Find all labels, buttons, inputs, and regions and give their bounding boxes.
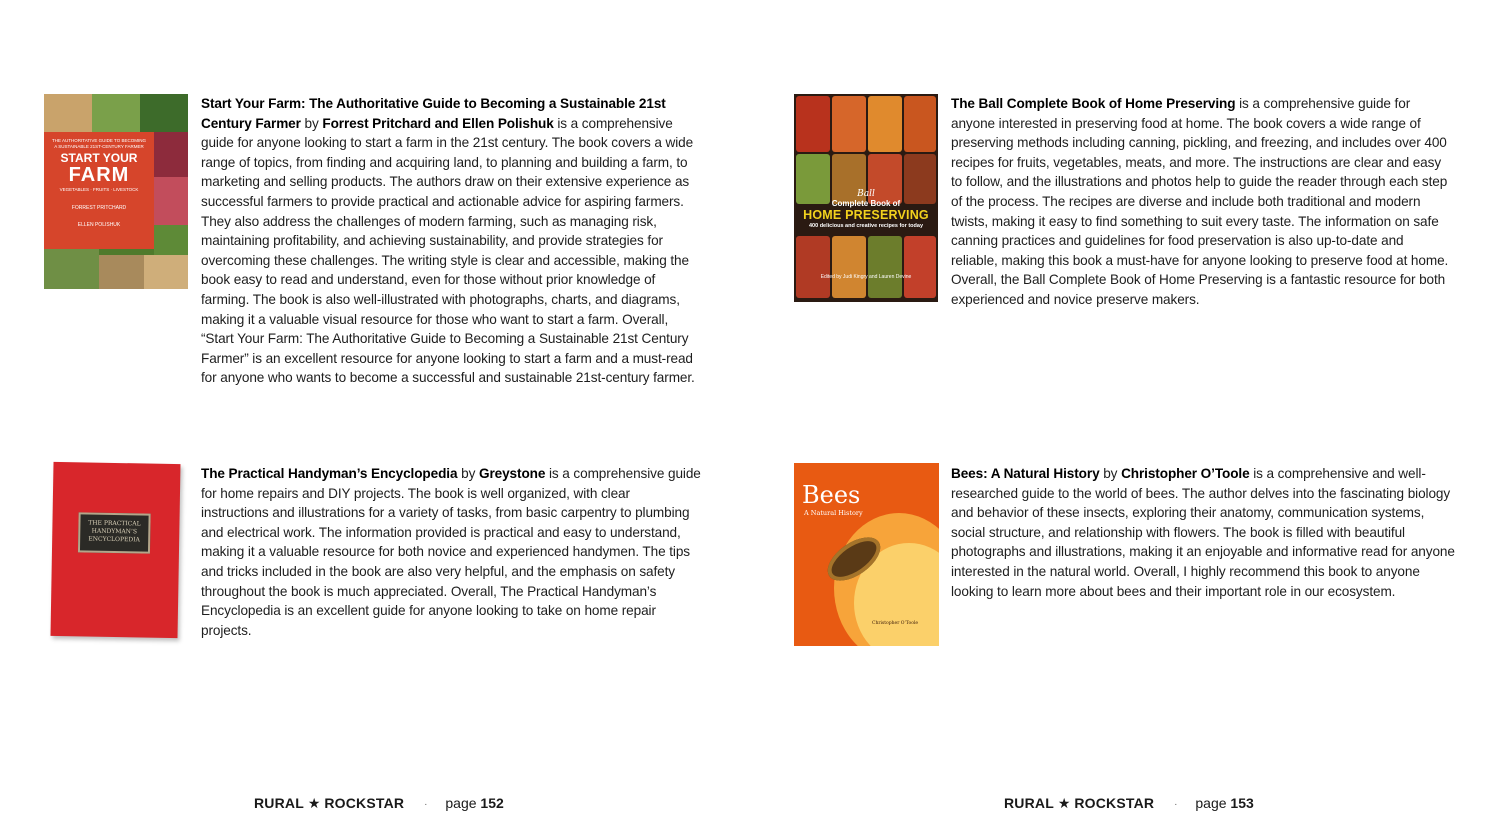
cover-line1: Complete Book of	[831, 199, 901, 208]
practical-handyman-review	[201, 464, 701, 640]
book-author: Christopher O’Toole	[1121, 466, 1250, 481]
cover-title: Bees	[802, 481, 861, 509]
cover-editors: Edited by Judi Kingry and Lauren Devine	[820, 274, 912, 280]
cover-subtitle: VEGETABLES · FRUITS · LIVESTOCK	[59, 187, 139, 192]
footer-right	[1004, 795, 1254, 812]
bees-natural-history-cover	[794, 463, 939, 646]
footer-separator: ·	[424, 798, 428, 810]
page-number: 153	[1230, 795, 1254, 811]
cover-title-line1: START YOUR	[60, 151, 138, 165]
cover-label-line1: THE PRACTICAL	[88, 519, 141, 528]
review-body: is a comprehensive and well-researched guide to the world of bees. The author delves into the fascinating biology and behavior of these insects, exploring their anatomy, communication systems, social structure, and relationship with flowers. The book is filled with beautiful photographs and illustrations, making it an enjoyable and informative read for anyone interested in the natural world. Overall, I highly recommend this book to anyone looking to learn more about bees and their important role in our ecosystem.	[951, 466, 1455, 599]
footer-brand-1: RURAL	[1004, 795, 1054, 811]
book-title: The Practical Handyman’s Encyclopedia	[201, 466, 458, 481]
cover-title-line2: FARM	[68, 164, 130, 186]
page-number: 152	[480, 795, 504, 811]
by-label: by	[1099, 466, 1122, 481]
book-title: Start Your Farm: The Authoritative Guide to Becoming a Sustainable 21st Century Farmer	[201, 96, 666, 131]
start-your-farm-cover	[44, 94, 188, 289]
cover-line2: HOME PRESERVING	[803, 208, 929, 222]
footer-brand-1: RURAL	[254, 795, 304, 811]
start-your-farm-review	[201, 94, 701, 388]
cover-title-band	[44, 132, 154, 249]
review-body: is a comprehensive guide for home repairs and DIY projects. The book is well organized, with clear instructions and illustrations for a variety of tasks, from basic carpentry to plumbing and electrical work. The information provided is practical and easy to understand, making it a valuable resource for both novice and experienced handymen. The tips and tricks included in the book are also very helpful, and the emphasis on safety throughout the book is much appreciated. Overall, The Practical Handyman’s Encyclopedia is an excellent guide for anyone looking to take on home repair projects.	[201, 466, 701, 638]
ball-home-preserving-review	[951, 94, 1451, 310]
cover-label-line2: HANDYMAN’S	[91, 527, 138, 536]
review-body: is a comprehensive guide for anyone looking to start a farm in the 21st century. The book covers a wide range of topics, from finding and acquiring land, to planning and building a farm, to marketing and selling products. The authors draw on their extensive experience as successful farmers to provide practical and actionable advice for aspiring farmers. They also address the challenges of modern farming, such as managing risk, maintaining profitability, and achieving sustainability, and provide strategies for overcoming these challenges. The writing style is clear and accessible, making the book easy to read and understand, even for those without prior knowledge of farming. The book is also well-illustrated with photographs, charts, and diagrams, making it a valuable visual resource for those who want to start a farm. Overall, “Start Your Farm: The Authoritative Guide to Becoming a Sustainable 21st Century Farmer” is an excellent resource for anyone looking to start a farm and a must-read for anyone who wants to become a successful and sustainable 21st-century farmer.	[201, 115, 695, 386]
cover-line3: 400 delicious and creative recipes for today	[808, 223, 924, 229]
cover-subtitle: A Natural History	[804, 509, 863, 517]
page-label: page	[1195, 795, 1227, 811]
ball-home-preserving-cover	[794, 94, 938, 302]
book-title: The Ball Complete Book of Home Preserving	[951, 96, 1236, 111]
book-author: Forrest Pritchard and Ellen Polishuk	[322, 115, 554, 131]
cover-author2: ELLEN POLISHUK	[77, 222, 121, 228]
book-author: Greystone	[478, 466, 546, 481]
footer-left	[254, 795, 504, 812]
practical-handyman-cover	[50, 462, 180, 638]
footer-brand-2: ROCKSTAR	[324, 795, 405, 811]
star-icon: ★	[1057, 795, 1071, 811]
review-body: is a comprehensive guide for anyone interested in preserving food at home. The book covers a wide range of preserving methods including canning, pickling, and freezing, and includes over 400 recipes for fruits, vegetables, meats, and more. The instructions are clear and easy to follow, and the illustrations and photos help to guide the reader through each step of the process. The recipes are diverse and include both traditional and modern twists, making it easy to find something to suit every taste. The information on safe canning practices and guidelines for food preservation is also up-to-date and reliable, making this book a must-have for anyone looking to preserve food at home. Overall, the Ball Complete Book of Home Preserving is a fantastic resource for both experienced and novice preserve makers.	[951, 96, 1449, 307]
cover-brand: Ball	[857, 189, 875, 199]
cover-label-line3: ENCYCLOPEDIA	[88, 535, 140, 544]
star-icon: ★	[307, 795, 321, 811]
bees-natural-history-review	[951, 464, 1456, 601]
footer-separator: ·	[1174, 798, 1178, 810]
page-label: page	[445, 795, 477, 811]
book-title: Bees: A Natural History	[951, 466, 1100, 481]
by-label: by	[457, 466, 479, 481]
cover-title-block	[794, 190, 938, 230]
cover-author1: FORREST PRITCHARD	[71, 205, 127, 211]
footer-brand-2: ROCKSTAR	[1074, 795, 1155, 811]
by-label: by	[300, 115, 323, 131]
cover-label-plate	[78, 512, 151, 553]
cover-author: Christopher O’Toole	[872, 621, 919, 626]
cover-tagline: THE AUTHORITATIVE GUIDE TO BECOMING A SUSTAINABLE 21ST-CENTURY FARMER	[52, 138, 146, 149]
